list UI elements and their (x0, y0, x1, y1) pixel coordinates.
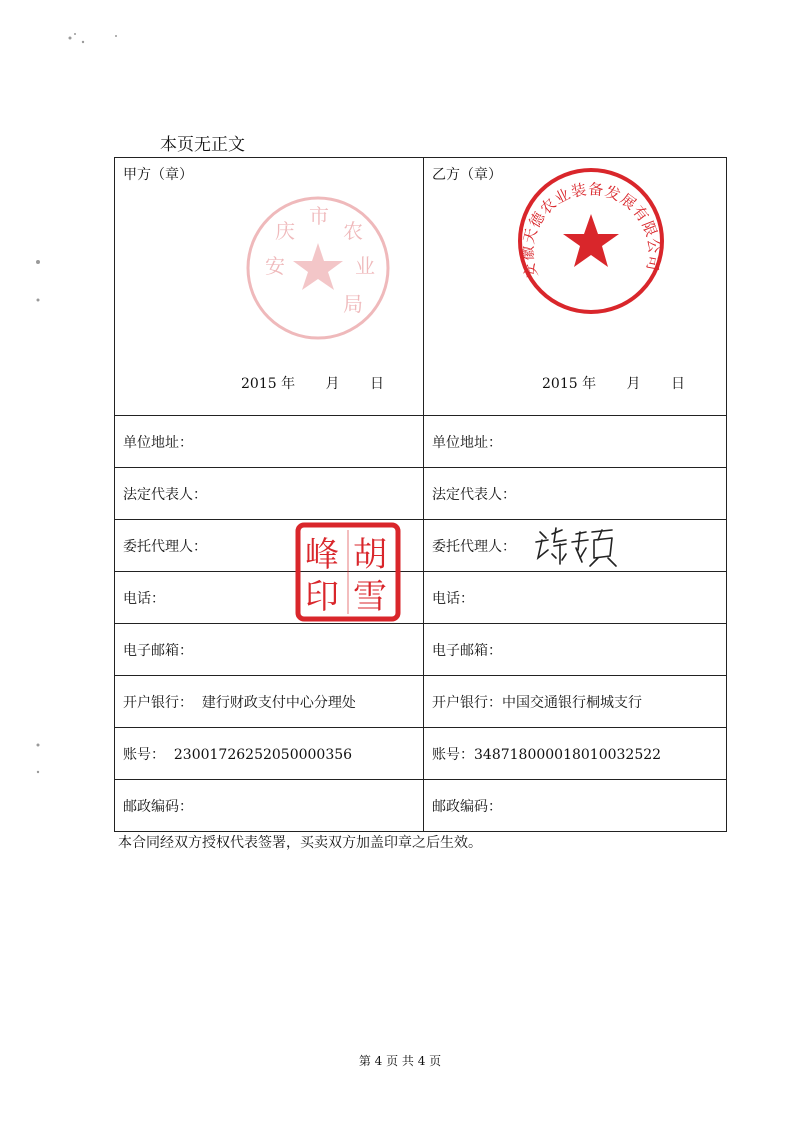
field-label: 电话： (123, 590, 165, 607)
field-value: 建行财政支付中心分理处 (193, 694, 356, 711)
party-a-email (115, 624, 424, 676)
svg-text:雪: 雪 (353, 577, 387, 617)
table-row (115, 624, 727, 676)
party-b-date (542, 373, 685, 393)
field-value: 23001726252050000356 (165, 746, 353, 763)
party-a-label: 甲方（章） (123, 167, 193, 183)
field-label: 委托代理人： (432, 538, 516, 555)
party-b-agent (424, 520, 727, 572)
party-b-phone (424, 572, 727, 624)
party-a-seal-graphic (243, 193, 393, 343)
field-label: 法定代表人： (123, 486, 207, 503)
field-label: 开户银行： (432, 694, 502, 711)
party-a-year: 2015 年 (241, 376, 296, 392)
field-label: 账号： (432, 746, 474, 763)
table-row (115, 728, 727, 780)
table-row (115, 520, 727, 572)
svg-text:峰: 峰 (305, 535, 339, 575)
table-row (115, 416, 727, 468)
party-b-cell (424, 158, 727, 416)
party-a-day: 日 (370, 376, 384, 392)
table-row (115, 780, 727, 832)
party-b-day: 日 (671, 376, 685, 392)
handwritten-signature (532, 524, 622, 572)
field-label: 邮政编码： (432, 798, 502, 815)
svg-text:业: 业 (355, 254, 375, 278)
party-b-year: 2015 年 (542, 376, 597, 392)
field-label: 电子邮箱： (432, 642, 502, 659)
party-a-postcode (115, 780, 424, 832)
field-label: 邮政编码： (123, 798, 193, 815)
svg-text:安: 安 (265, 254, 285, 278)
svg-text:局: 局 (343, 292, 363, 316)
party-a-date (241, 373, 384, 393)
party-b-account (424, 728, 727, 780)
field-label: 单位地址： (123, 434, 193, 451)
table-row (115, 468, 727, 520)
party-a-cell (115, 158, 424, 416)
contract-footnote: 本合同经双方授权代表签署，买卖双方加盖印章之后生效。 (118, 835, 482, 851)
party-a-address (115, 416, 424, 468)
party-a-bank (115, 676, 424, 728)
svg-text:农: 农 (343, 219, 363, 243)
svg-text:安徽天德农业装备发展有限公司: 安徽天德农业装备发展有限公司 (518, 180, 664, 281)
svg-text:市: 市 (309, 204, 329, 228)
field-label: 账号： (123, 746, 165, 763)
party-a-account (115, 728, 424, 780)
name-stamp (295, 522, 401, 626)
field-value: 348718000018010032522 (474, 746, 662, 763)
party-row (115, 158, 727, 416)
field-label: 电子邮箱： (123, 642, 193, 659)
party-b-postcode (424, 780, 727, 832)
party-a-legal-rep (115, 468, 424, 520)
svg-text:庆: 庆 (275, 219, 295, 243)
party-a-seal (243, 193, 393, 347)
name-stamp-graphic (295, 522, 401, 622)
table-row (115, 676, 727, 728)
party-b-email (424, 624, 727, 676)
field-label: 单位地址： (432, 434, 502, 451)
party-b-seal (516, 166, 666, 320)
party-b-month: 月 (626, 376, 641, 392)
party-b-seal-graphic (516, 166, 666, 316)
party-b-bank (424, 676, 727, 728)
signature-graphic (532, 524, 622, 568)
party-b-address (424, 416, 727, 468)
party-b-label: 乙方（章） (432, 167, 502, 183)
party-a-month: 月 (325, 376, 340, 392)
page-number: 第 4 页 共 4 页 (358, 1054, 442, 1068)
field-label: 电话： (432, 590, 474, 607)
table-row (115, 572, 727, 624)
field-label: 法定代表人： (432, 486, 516, 503)
svg-text:印: 印 (305, 577, 339, 617)
signature-table (114, 157, 727, 832)
field-label: 开户银行： (123, 694, 193, 711)
field-label: 委托代理人： (123, 538, 207, 555)
party-b-legal-rep (424, 468, 727, 520)
svg-text:胡: 胡 (353, 535, 387, 575)
page-heading: 本页无正文 (160, 135, 245, 155)
field-value: 中国交通银行桐城支行 (502, 694, 642, 711)
